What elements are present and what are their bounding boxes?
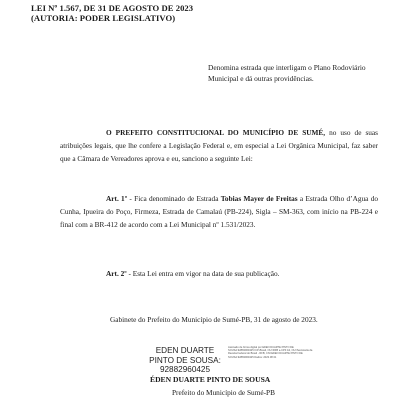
digital-signature-stamp — [145, 345, 315, 375]
article-1-text-a: - Fica denominado de Estrada — [127, 194, 221, 203]
law-number: LEI Nº 1.567, DE 31 DE AGOSTO DE 2023 — [31, 3, 194, 13]
article-2-text: - Esta Lei entra em vigor na data de sua publicação. — [126, 269, 280, 278]
signature-stamp-name: EDEN DUARTE PINTO DE SOUSA: — [149, 346, 221, 365]
signer-name: ÉDEN DUARTE PINTO DE SOUSA — [150, 375, 271, 384]
article-1-paragraph — [60, 192, 378, 231]
law-summary: Denomina estrada que interligam o Plano Rodoviário Municipal e dá outras providências. — [208, 63, 366, 83]
article-1-road-name: Tobias Mayer de Freitas — [220, 194, 298, 203]
article-1-label: Art. 1º — [106, 194, 128, 203]
closing-line: Gabinete do Prefeito do Município de Sumé-PB, 31 de agosto de 2023. — [110, 315, 318, 324]
preamble-paragraph — [60, 126, 378, 165]
article-2-paragraph — [60, 267, 378, 280]
signature-metadata: Assinado de forma digital por EDEN DUARTE PINTO DE SOUSA:92882960425 ICP-Brasil, OU=RFB e-CPF A3, OU=Secretaria da Receita Federal do Brasil - RFB, CN=EDEN DUARTE PINTO DE SOUSA:92882960425 Dados: 2023.08.31 — [228, 346, 313, 359]
signature-stamp-text — [145, 346, 225, 375]
preamble-text: no uso de suas atribuições legais, que lhe confere a Legislação Federal e, em especial a Lei Orgânica Municipal, faz saber que a Câmara de Vereadores aprova e eu, sanciono a seguinte Lei: — [60, 128, 379, 163]
article-2-label: Art. 2º — [106, 269, 127, 278]
signer-role: Prefeito do Município de Sumé-PB — [172, 388, 275, 397]
law-authorship: (AUTORIA: PODER LEGISLATIVO) — [31, 13, 176, 23]
law-title — [31, 3, 193, 23]
preamble-bold: O PREFEITO CONSTITUCIONAL DO MUNICÍPIO DE SUMÉ, — [106, 128, 326, 137]
signature-stamp-id: 92882960425 — [159, 365, 211, 374]
article-1-text-b: a Estrada Olho d’Agua do Cunha, Ipueira do Poço, Firmeza, Estrada de Camalaú (PB-224), Sigla – SM-363, com início na PB-224 e final com a BR-412 de acordo com a Lei Municipal nº 1.531/2023. — [60, 194, 378, 229]
